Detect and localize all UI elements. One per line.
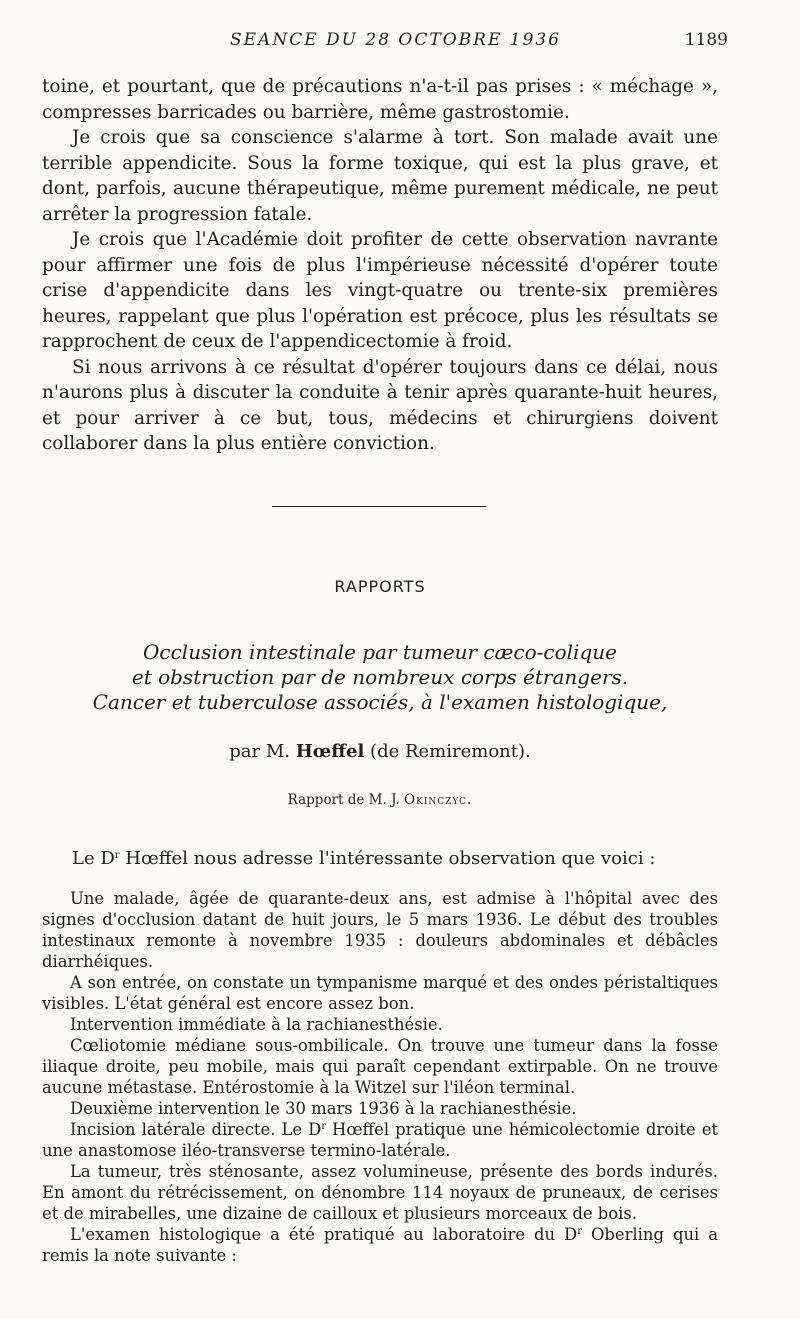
rapport-prefix: Rapport de M. J.: [287, 792, 400, 808]
observation-paragraph: Intervention immédiate à la rachianesthésie.: [70, 1015, 443, 1034]
intro-text-end: Hœffel nous adresse l'intéressante observation que voici :: [119, 848, 656, 869]
running-title: SEANCE DU 28 OCTOBRE 1936: [230, 30, 562, 50]
observation-text-end: Oberling qui a remis la note suivante :: [42, 1225, 718, 1265]
body-paragraph: Si nous arrivons à ce résultat d'opérer toujours dans ce délai, nous n'aurons plus à discuter la conduite à tenir après quarante-huit heures, et pour arriver à ce but, tous, médecins et chirurgiens doivent collaborer dans la plus entière conviction.: [42, 356, 718, 454]
observation-superscript: r: [577, 1226, 582, 1237]
article-title-line: Occlusion intestinale par tumeur cæco-colique: [143, 640, 617, 664]
body-paragraph: toine, et pourtant, que de précautions n'a-t-il pas prises : « méchage », compresses barricades ou barrière, même gastrostomie.: [42, 76, 718, 123]
article-title: [0, 640, 760, 715]
observation-paragraph: [42, 1224, 718, 1266]
observation-text-end: Hœffel pratique une hémicolectomie droite et une anastomose iléo-transverse termino-latérale.: [42, 1120, 718, 1160]
body-paragraph: Je crois que l'Académie doit profiter de cette observation navrante pour affirmer une fois de plus l'impérieuse nécessité d'opérer toute crise d'appendicite dans les vingt-quatre ou trente-six premières heures, rappelant que plus l'opération est précoce, plus les résultats se rapprochent de ceux de l'appendicectomie à froid.: [42, 229, 718, 352]
intro-superscript: r: [114, 850, 120, 861]
article-title-line: Cancer et tuberculose associés, à l'examen histologique,: [92, 690, 668, 714]
observation-superscript: r: [321, 1121, 326, 1132]
observation-text-start: L'examen histologique a été pratiqué au laboratoire du D: [70, 1225, 578, 1244]
byline-prefix: par M.: [229, 741, 290, 762]
intro-sentence: [72, 848, 722, 869]
section-separator: [272, 506, 486, 507]
observation-text: [42, 888, 718, 1266]
rapport-author: Okinczyc.: [404, 792, 473, 808]
byline: [0, 741, 760, 762]
observation-paragraph: Deuxième intervention le 30 mars 1936 à la rachianesthésie.: [70, 1099, 577, 1118]
observation-paragraph: [42, 1119, 718, 1161]
article-title-line: et obstruction par de nombreux corps étrangers.: [131, 665, 629, 689]
observation-paragraph: Cœliotomie médiane sous-ombilicale. On trouve une tumeur dans la fosse iliaque droite, peu mobile, mais qui paraît cependant extirpable. On ne trouve aucune métastase. Entérostomie à la Witzel sur l'iléon terminal.: [42, 1036, 718, 1097]
observation-paragraph: A son entrée, on constate un tympanisme marqué et des ondes péristaltiques visibles. L'état général est encore assez bon.: [42, 973, 718, 1013]
observation-paragraph: La tumeur, très sténosante, assez volumineuse, présente des bords indurés. En amont du rétrécissement, on dénombre 114 noyaux de pruneaux, de cerises et de mirabelles, une dizaine de cailloux et plusieurs morceaux de bois.: [42, 1162, 718, 1223]
section-heading: RAPPORTS: [334, 577, 426, 596]
author-name: Hœffel: [295, 741, 365, 762]
intro-text-start: Le D: [72, 848, 115, 869]
body-paragraph: Je crois que sa conscience s'alarme à tort. Son malade avait une terrible appendicite. Sous la forme toxique, qui est la plus grave, et dont, parfois, aucune thérapeutique, même purement médicale, ne peut arrêter la progression fatale.: [42, 127, 718, 225]
page-number: 1189: [684, 30, 728, 50]
author-origin: (de Remiremont).: [370, 741, 531, 762]
body-text: [42, 74, 718, 457]
observation-text-start: Incision latérale directe. Le D: [70, 1120, 322, 1139]
page-header: [0, 30, 800, 58]
observation-paragraph: Une malade, âgée de quarante-deux ans, est admise à l'hôpital avec des signes d'occlusion datant de huit jours, le 5 mars 1936. Le début des troubles intestinaux remonte à novembre 1935 : douleurs abdominales et débâcles diarrhéiques.: [42, 889, 718, 971]
rapport-line: [0, 792, 760, 808]
